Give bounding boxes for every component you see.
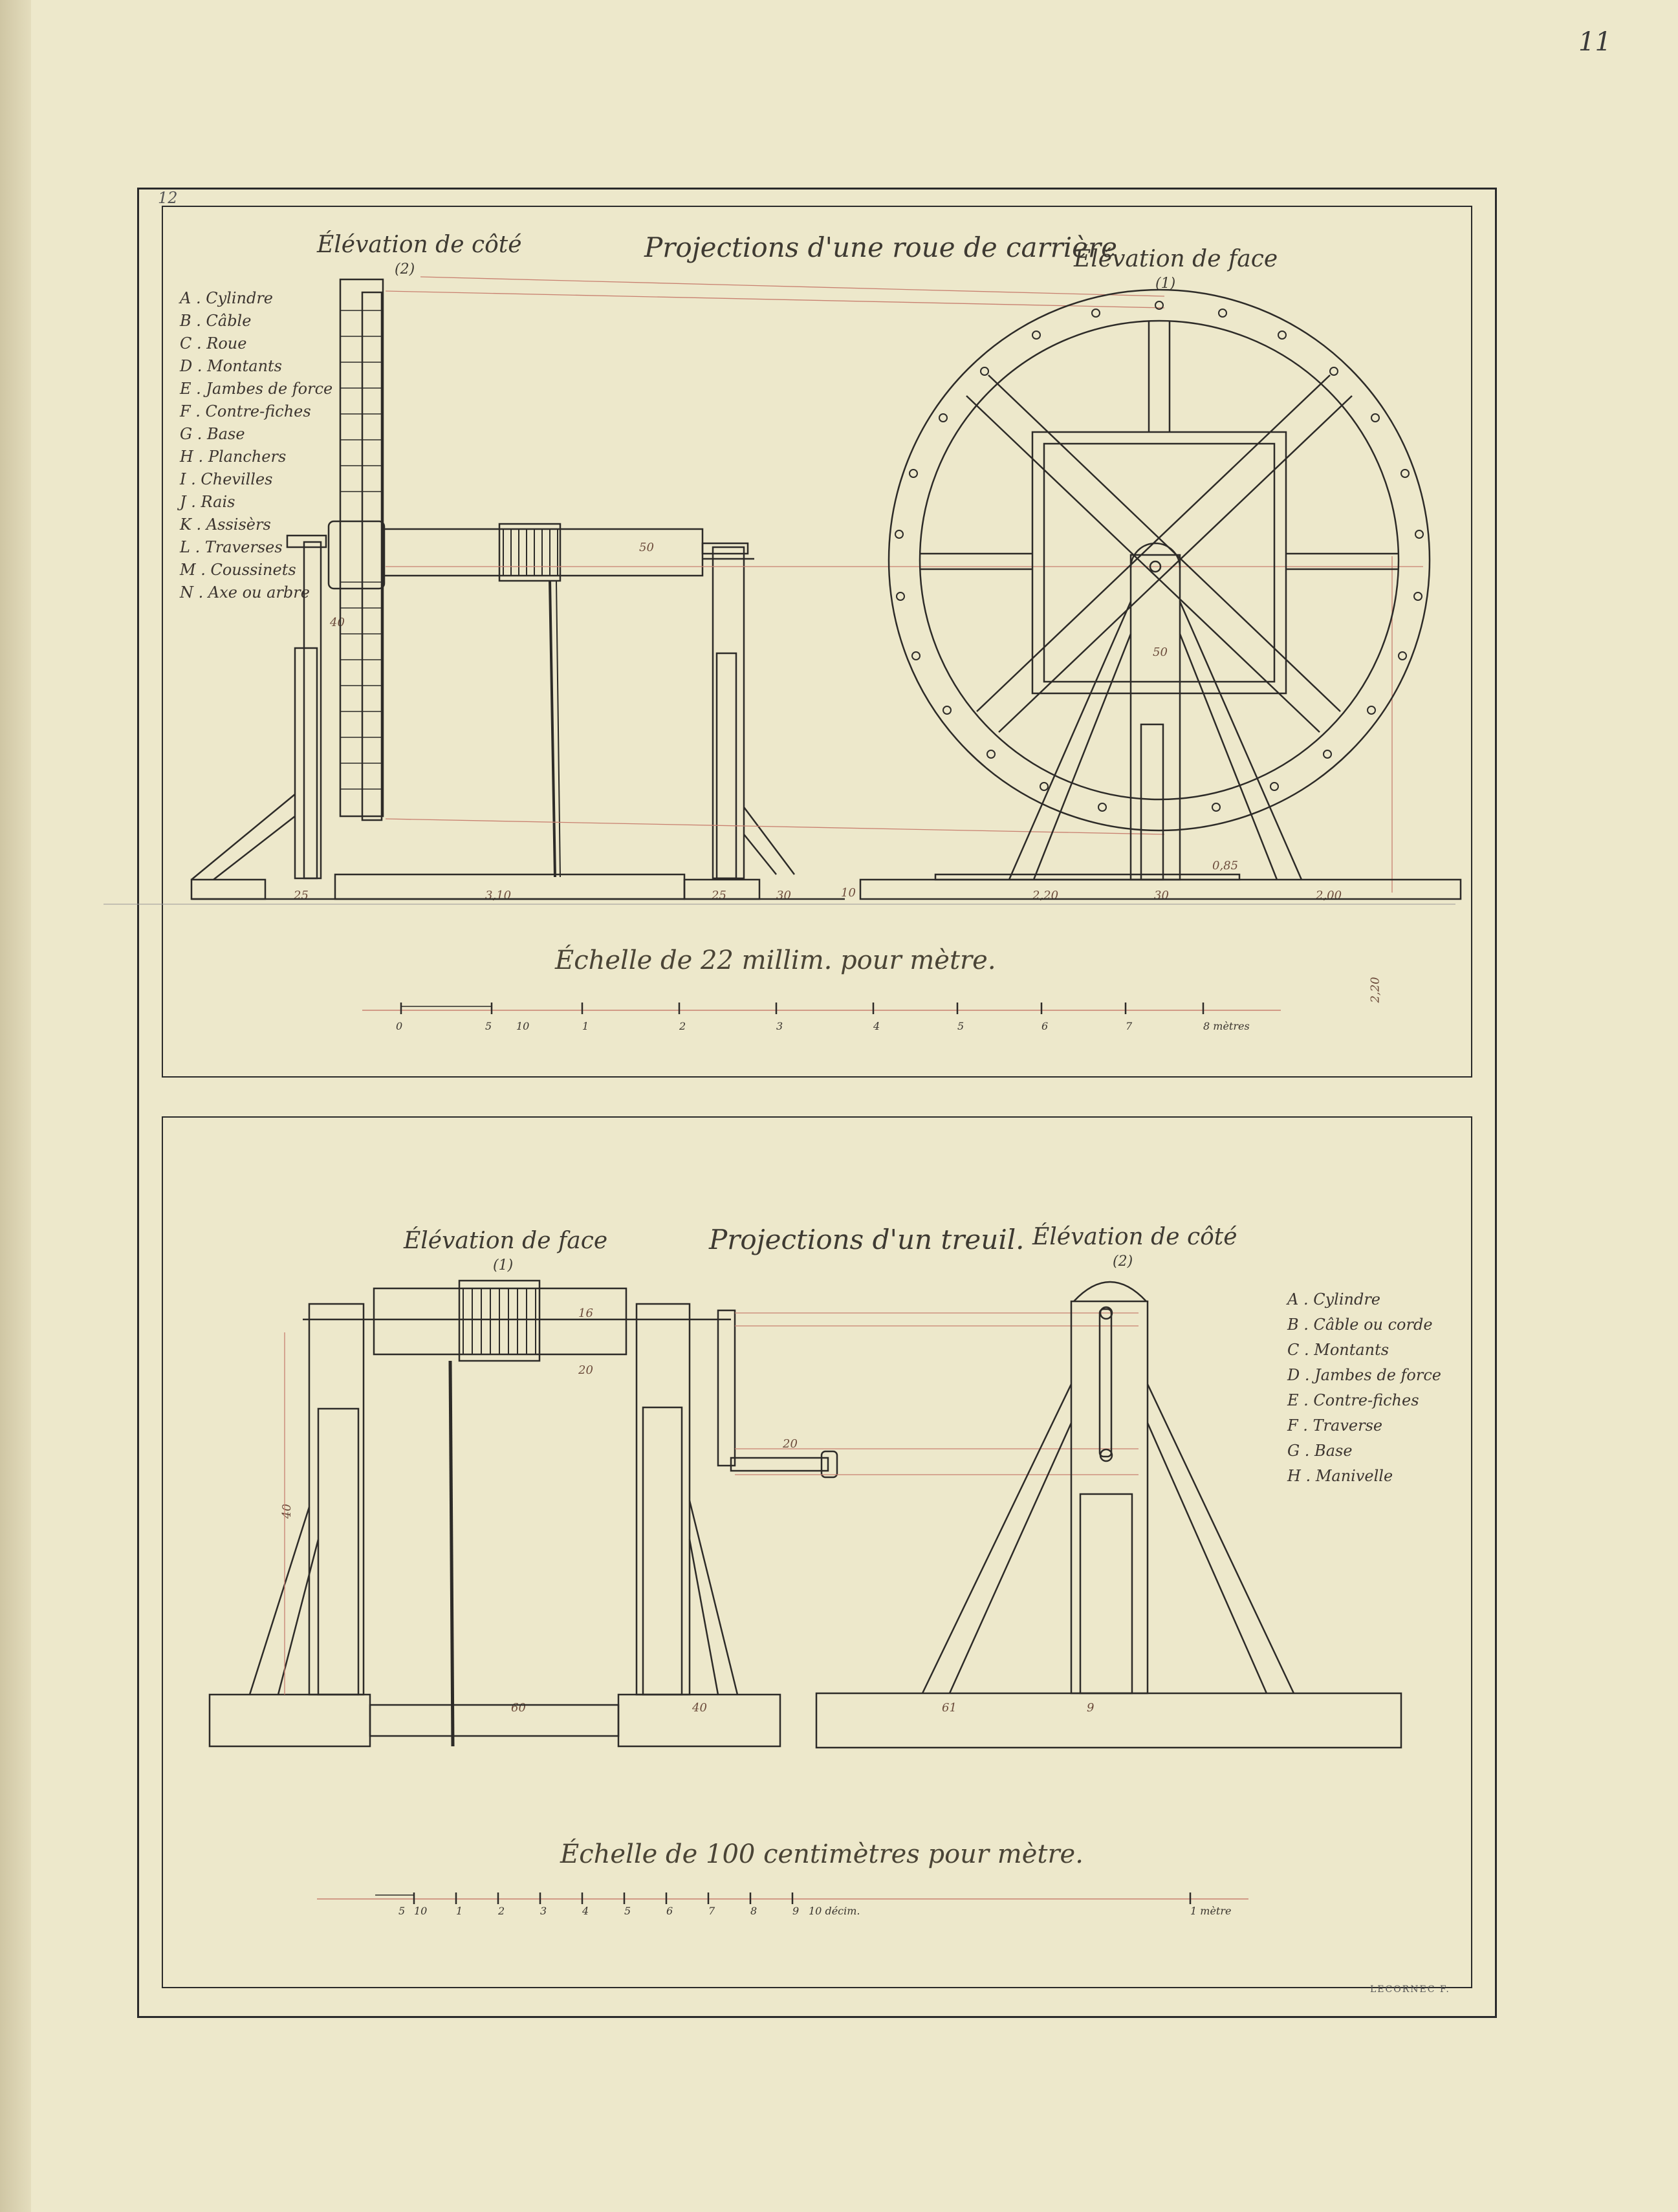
dimension-label: 30: [776, 889, 791, 902]
legend-item: C . Montants: [1287, 1341, 1389, 1359]
dimension-label: 20: [578, 1363, 593, 1377]
wheel-side-elevation: [104, 279, 1455, 904]
legend-item: F . Traverse: [1287, 1416, 1383, 1435]
top-scale-bar: [362, 1003, 1281, 1014]
legend-item: A . Cylindre: [1287, 1290, 1380, 1308]
dimension-label: 50: [1153, 645, 1168, 659]
scale-tick-label: 0: [396, 1020, 403, 1032]
scale-tick-label: 5: [485, 1020, 492, 1032]
top-plate-title: Projections d'une roue de carrière: [644, 232, 1117, 263]
scale-tick-label: 7: [708, 1905, 715, 1917]
bottom-scale-bar: [317, 1892, 1248, 1904]
legend-item: E . Jambes de force: [180, 380, 333, 398]
legend-item: A . Cylindre: [180, 289, 273, 307]
legend-item: K . Assisèrs: [180, 515, 271, 534]
legend-item: C . Roue: [180, 334, 247, 352]
dimension-label: 9: [1087, 1701, 1095, 1715]
top-view-side-number: (2): [395, 261, 415, 277]
scale-tick-label: 3: [540, 1905, 547, 1917]
dimension-label: 10: [841, 886, 856, 900]
top-view-side-title: Élévation de côté: [317, 232, 522, 258]
scale-tick-label: 1: [456, 1905, 463, 1917]
dimension-label: 3,10: [485, 889, 512, 902]
folio-number: 11: [1578, 27, 1611, 57]
legend-item: F . Contre-fiches: [180, 402, 311, 420]
dimension-label: 2,00: [1316, 889, 1342, 902]
legend-item: D . Jambes de force: [1287, 1366, 1441, 1384]
scale-tick-label: 4: [873, 1020, 880, 1032]
top-scale-title: Échelle de 22 millim. pour mètre.: [555, 946, 996, 975]
scale-tick-label: 5: [624, 1905, 631, 1917]
legend-item: L . Traverses: [180, 538, 283, 556]
top-view-front-title: Élévation de face: [1074, 246, 1278, 272]
maker-mark: LECORNEC F.: [1370, 1984, 1450, 1995]
dimension-label: 2,20: [1032, 889, 1059, 902]
bottom-view-front-title: Élévation de face: [404, 1228, 608, 1254]
scale-tick-label: 8: [750, 1905, 757, 1917]
dimension-label: 61: [942, 1701, 957, 1715]
legend-item: B . Câble ou corde: [1287, 1316, 1433, 1334]
scale-tick-label: 6: [666, 1905, 673, 1917]
legend-item: E . Contre-fiches: [1287, 1391, 1419, 1409]
scale-tick-label: 2: [498, 1905, 505, 1917]
dimension-label: 40: [279, 1504, 294, 1519]
scale-tick-label: 3: [776, 1020, 783, 1032]
legend-item: M . Coussinets: [180, 561, 296, 579]
legend-item: I . Chevilles: [180, 470, 273, 488]
legend-item: G . Base: [1287, 1442, 1353, 1460]
scale-tick-label: 5: [398, 1905, 406, 1917]
dimension-label: 20: [783, 1437, 798, 1451]
dimension-label: 16: [578, 1307, 593, 1320]
bottom-scale-title: Échelle de 100 centimètres pour mètre.: [560, 1839, 1084, 1869]
legend-item: B . Câble: [180, 312, 252, 330]
dimension-label: 60: [511, 1701, 526, 1715]
dimension-label: 2,20: [1368, 977, 1382, 1003]
bottom-view-front-number: (1): [493, 1257, 514, 1274]
legend-item: H . Planchers: [180, 448, 287, 466]
winch-side-elevation: [816, 1282, 1401, 1748]
legend-item: N . Axe ou arbre: [180, 583, 310, 602]
scale-tick-label: 8 mètres: [1203, 1020, 1250, 1032]
scale-tick-label: 5: [957, 1020, 964, 1032]
dimension-label: 40: [330, 616, 345, 629]
dimension-label: 50: [639, 541, 654, 554]
scale-tick-label: 6: [1041, 1020, 1049, 1032]
dimension-label: 25: [294, 889, 309, 902]
scale-tick-label: 10: [414, 1905, 428, 1917]
legend-item: D . Montants: [180, 357, 282, 375]
scale-tick-label: 10: [516, 1020, 530, 1032]
legend-item: J . Rais: [180, 493, 235, 511]
legend-item: H . Manivelle: [1287, 1467, 1393, 1485]
dimension-label: 25: [712, 889, 726, 902]
bottom-view-side-number: (2): [1113, 1253, 1133, 1270]
plate-number: 12: [158, 189, 178, 207]
dimension-label: 40: [692, 1701, 707, 1715]
bottom-plate-title: Projections d'un treuil.: [709, 1224, 1025, 1255]
scale-tick-label: 1: [582, 1020, 589, 1032]
scale-tick-label: 1 mètre: [1190, 1905, 1232, 1917]
wheel-front-elevation: [860, 290, 1461, 899]
scale-tick-label: 2: [679, 1020, 686, 1032]
bottom-view-side-title: Élévation de côté: [1032, 1224, 1237, 1250]
legend-item: G . Base: [180, 425, 245, 443]
scale-tick-label: 7: [1126, 1020, 1133, 1032]
scale-tick-label: 10 décim.: [809, 1905, 860, 1917]
scale-tick-label: 9: [792, 1905, 800, 1917]
dimension-label: 0,85: [1212, 859, 1239, 873]
top-view-front-number: (1): [1155, 276, 1176, 292]
dimension-label: 30: [1154, 889, 1169, 902]
winch-front-elevation: [210, 1281, 837, 1746]
scale-tick-label: 4: [582, 1905, 589, 1917]
